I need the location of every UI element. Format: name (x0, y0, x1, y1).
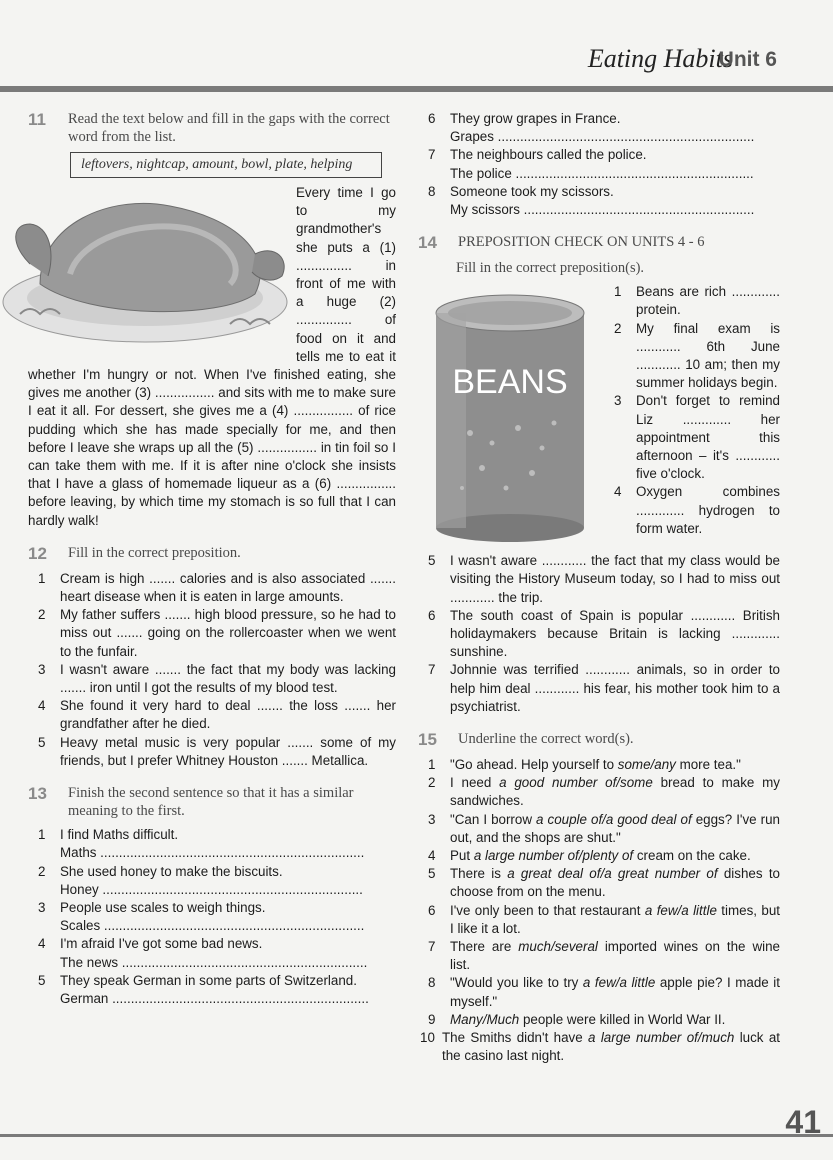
item-number: 2 (38, 863, 46, 879)
item-text: Don't forget to remind Liz ............. her appointment this afternoon – it's ............ five o'clock. (636, 393, 780, 482)
beans-can-illustration (422, 283, 598, 548)
list-item (28, 863, 396, 899)
exercise-number: 15 (418, 730, 437, 750)
item-text: I need (450, 775, 500, 791)
item-text: Cream is high ....... calories and is also associated ....... heart disease when it is eaten in large amounts. (60, 570, 396, 605)
left-column (28, 110, 396, 1008)
item-number: 3 (428, 811, 436, 827)
item-text: "Would you like to try (450, 975, 583, 991)
item-text: She used honey to make the biscuits. (60, 863, 283, 879)
exercise-number: 13 (28, 784, 47, 804)
item-number: 10 (420, 1030, 435, 1046)
item-text: They speak German in some parts of Switzerland. (60, 972, 357, 988)
choice-options[interactable]: Many/Much (450, 1011, 520, 1027)
list-item (418, 865, 780, 901)
item-text: There is (450, 866, 508, 882)
item-text: cream on the cake. (633, 848, 751, 864)
list-item (418, 1029, 780, 1065)
list-item (28, 661, 396, 697)
exercise-15 (418, 730, 780, 1065)
exercise-11-heading (28, 110, 396, 146)
item-answer-line: German ..................................................................... (60, 990, 369, 1006)
item-number: 4 (38, 698, 46, 714)
list-item (418, 110, 780, 146)
item-text: more tea." (675, 757, 741, 773)
exercise-instruction: PREPOSITION CHECK ON UNITS 4 - 6 (458, 234, 705, 251)
item-text: The Smiths didn't have (442, 1030, 589, 1046)
item-text: I wasn't aware ............ the fact that my class would be visiting the History Museum today, so I had to miss out ............ the trip. (450, 553, 780, 605)
exercise-13-list-left (28, 826, 396, 1008)
exercise-15-list (418, 756, 780, 1065)
item-answer-line: Grapes ..................................................................... (450, 129, 755, 145)
footer-rule (0, 1134, 833, 1137)
exercise-number: 14 (418, 233, 437, 253)
list-item (604, 392, 780, 483)
item-answer-line: Maths ....................................................................... (60, 845, 365, 861)
item-number: 6 (428, 607, 436, 623)
list-item (418, 552, 780, 607)
exercise-12 (28, 544, 396, 770)
exercise-13-list-right (418, 110, 780, 219)
item-number: 7 (428, 939, 436, 955)
choice-options[interactable]: a few/a little (644, 902, 717, 918)
page-header-title: Eating Habits (587, 44, 733, 73)
item-number: 5 (38, 972, 46, 988)
list-item (418, 183, 780, 219)
list-item (418, 146, 780, 182)
list-item (418, 847, 780, 865)
list-item (418, 607, 780, 662)
exercise-instruction: Read the text below and fill in the gaps with the correct word from the list. (68, 111, 390, 145)
item-number: 6 (428, 902, 436, 918)
item-number: 6 (428, 111, 436, 126)
exercise-15-heading (418, 730, 780, 750)
list-item (28, 570, 396, 606)
exercise-instruction: Fill in the correct preposition. (68, 544, 241, 561)
item-text: Someone took my scissors. (450, 183, 614, 199)
item-text: People use scales to weigh things. (60, 899, 266, 915)
list-item (28, 734, 396, 770)
item-number: 1 (614, 284, 622, 300)
roast-turkey-illustration (0, 184, 290, 349)
item-text: times, but I like it a lot. (450, 902, 780, 936)
choice-options[interactable]: a large number of/much (588, 1030, 735, 1046)
page-number: 41 (785, 1104, 821, 1140)
list-item (418, 661, 780, 716)
passage-text: Every time I go to my grandmother's she puts a (1) ............... in front of me with a huge (2) ............... of food on it and tells me to eat it whether I'm hungry or not. When I've finished eating, she gives me another (3) ................ and sits with me to make sure I eat it all. For dessert, she gives me a (4) ................ of rice pudding which she has made specially for me, and then before I leave she wraps up all the (5) ................ in tin foil so I can take them with me. If it is after nine o'clock she insists that I have a glass of homemade liqueur as a (6) ................ before leaving, by which time my stomach is so full that I can hardly walk! (28, 185, 396, 528)
item-text: My final exam is ............ 6th June ............ 10 am; then my summer holidays begin. (636, 320, 780, 391)
exercise-sub-instruction: Fill in the correct preposition(s). (456, 260, 645, 277)
item-text: I wasn't aware ....... the fact that my body was lacking ....... iron until I got the results of my blood test. (60, 661, 396, 696)
item-number: 4 (614, 484, 622, 500)
item-number: 4 (428, 848, 436, 864)
exercise-14-list-cont (418, 548, 780, 716)
item-answer-line: Scales ...................................................................... (60, 918, 365, 934)
item-number: 2 (38, 607, 46, 623)
item-text: bread to make my sandwiches. (450, 775, 780, 809)
exercise-instruction: Underline the correct word(s). (458, 731, 634, 748)
item-number: 5 (38, 734, 46, 750)
item-text: people were killed in World War II. (519, 1011, 726, 1027)
item-text: She found it very hard to deal ....... the loss ....... her grandfather after he died. (60, 698, 396, 732)
item-number: 7 (428, 147, 436, 163)
list-item (28, 935, 396, 971)
exercise-number: 12 (28, 543, 47, 563)
choice-options[interactable]: a few/a little (582, 975, 656, 991)
item-number: 7 (428, 662, 436, 678)
list-item (418, 902, 780, 938)
list-item (418, 756, 780, 774)
choice-options[interactable]: a great deal of/a great number of (507, 866, 718, 882)
list-item (28, 899, 396, 935)
exercise-12-list (28, 570, 396, 770)
choice-options[interactable]: a good number of/some (499, 775, 653, 791)
item-number: 3 (38, 899, 46, 915)
list-item (418, 974, 780, 1010)
item-number: 9 (428, 1011, 436, 1027)
choice-options[interactable]: a couple of/a good deal of (536, 811, 692, 827)
item-number: 3 (38, 661, 46, 677)
item-text: Beans are rich ............. protein. (636, 284, 780, 318)
list-item (418, 811, 780, 847)
item-text: Oxygen combines ............. hydrogen to form water. (636, 484, 780, 536)
list-item (28, 606, 396, 661)
exercise-instruction: Finish the second sentence so that it has a similar meaning to the first. (68, 785, 354, 820)
exercise-11-text (28, 184, 396, 530)
choice-options[interactable]: some/any (617, 757, 676, 773)
exercise-13 (28, 784, 396, 1008)
exercise-13-heading (28, 784, 396, 820)
list-item (418, 774, 780, 810)
page-header-unit: Unit 6 (718, 48, 777, 71)
item-answer-line: Honey ...................................................................... (60, 881, 363, 897)
item-number: 3 (614, 393, 622, 409)
list-item (418, 1011, 780, 1029)
item-number: 2 (428, 775, 436, 791)
list-item (28, 826, 396, 862)
item-number: 8 (428, 183, 436, 199)
exercise-14 (418, 233, 780, 716)
item-text: Put (450, 848, 474, 864)
item-text: "Go ahead. Help yourself to (450, 757, 618, 773)
item-text: eggs? I've run out, and the shops are shut." (450, 811, 780, 845)
item-text: dishes to choose from on the menu. (450, 866, 780, 900)
choice-options[interactable]: much/several (518, 939, 598, 955)
item-answer-line: The police ................................................................ (450, 165, 754, 181)
item-text: luck at the casino last night. (442, 1030, 781, 1064)
item-text: apple pie? I made it myself." (450, 975, 780, 1009)
exercise-12-heading (28, 544, 396, 564)
list-item (28, 972, 396, 1008)
item-text: I find Maths difficult. (60, 827, 179, 843)
item-number: 8 (428, 975, 436, 991)
item-text: "Can I borrow (450, 811, 537, 827)
exercise-14-heading (418, 233, 780, 253)
item-text: The south coast of Spain is popular ............ British holidaymakers because Britain is lacking ............. sunshine. (450, 607, 780, 660)
item-answer-line: My scissors .............................................................. (450, 202, 755, 218)
item-number: 4 (38, 936, 46, 952)
list-item (28, 697, 396, 733)
header-rule (0, 86, 833, 92)
item-text: Johnnie was terrified ............ animals, so in order to help him deal ............ his fear, his mother took him to a psychiatrist. (450, 662, 780, 714)
list-item (604, 483, 780, 538)
item-text: My father suffers ....... high blood pressure, so he had to miss out ....... going on the rollercoaster when we went to the funfair. (60, 607, 396, 659)
item-text: There are (450, 939, 519, 955)
list-item (418, 938, 780, 974)
list-item (604, 320, 780, 393)
item-number: 1 (38, 570, 46, 586)
choice-options[interactable]: a large number of/plenty of (473, 848, 634, 864)
item-number: 5 (428, 553, 436, 569)
item-number: 5 (428, 866, 436, 882)
item-text: I've only been to that restaurant (450, 902, 645, 918)
exercise-number: 11 (28, 110, 46, 129)
word-list-box: leftovers, nightcap, amount, bowl, plate, helping (70, 152, 382, 178)
item-text: I'm afraid I've got some bad news. (60, 936, 263, 952)
item-text: They grow grapes in France. (450, 111, 621, 126)
list-item (604, 283, 780, 319)
item-answer-line: The news .................................................................. (60, 954, 368, 970)
can-label: BEANS (452, 363, 568, 402)
item-number: 1 (38, 827, 46, 843)
item-number: 1 (428, 757, 436, 773)
right-column (418, 110, 780, 1066)
item-number: 2 (614, 320, 622, 336)
item-text: The neighbours called the police. (450, 147, 647, 163)
item-text: Heavy metal music is very popular ....... some of my friends, but I prefer Whitney Houston ....... Metallica. (60, 734, 396, 768)
item-text: imported wines on the wine list. (450, 939, 780, 973)
